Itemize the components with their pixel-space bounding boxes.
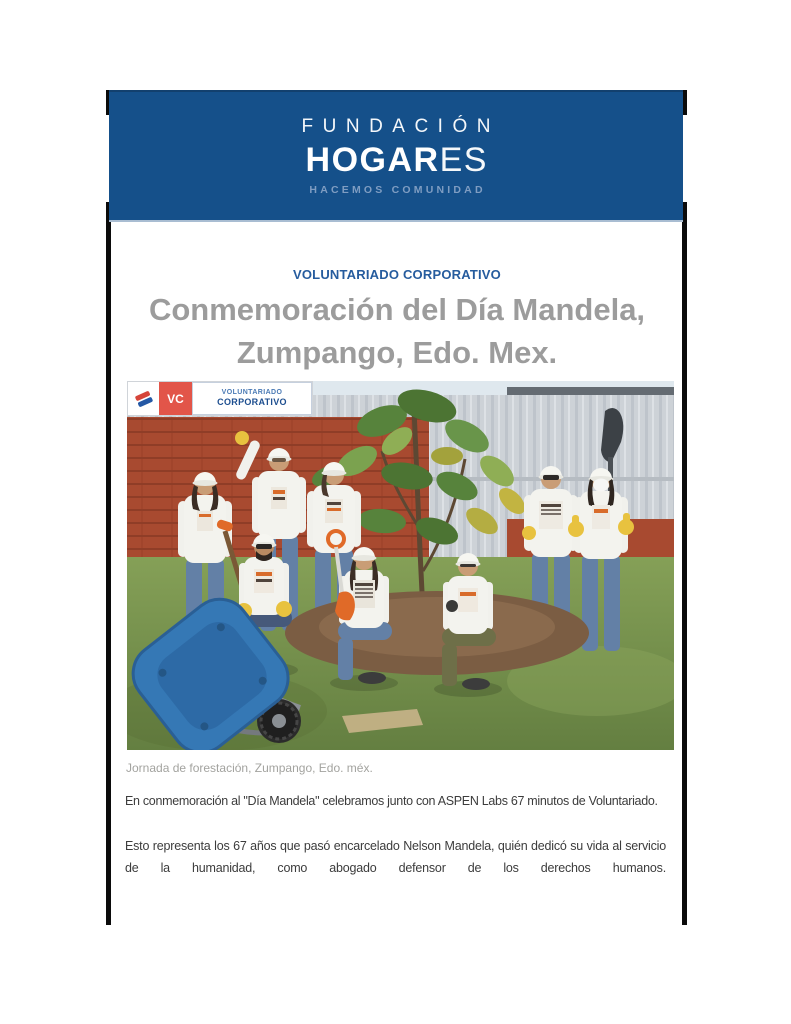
header-banner	[109, 90, 683, 222]
badge-line-2: CORPORATIVO	[217, 397, 287, 408]
body-paragraph-1: En conmemoración al "Día Mandela" celebramos junto con ASPEN Labs 67 minutos de Voluntariado.	[125, 794, 658, 808]
badge-line-1: VOLUNTARIADO	[221, 389, 283, 397]
brand-es-light: ES	[439, 141, 488, 179]
brand-fundacion: FUNDACIÓN	[301, 116, 500, 137]
volunteers-photo-illustration	[127, 381, 674, 750]
dirt-mound	[285, 591, 589, 675]
brand-hogares	[304, 143, 488, 177]
body-paragraph-2: Esto representa los 67 años que pasó encarcelado Nelson Mandela, quién dedicó su vida al servicio de la humanidad, como abogado defensor de los derechos humanos.	[125, 839, 666, 875]
vc-badge-strip	[127, 381, 313, 416]
title-line-1: Conmemoración del Día Mandela,	[148, 292, 646, 327]
section-kicker: VOLUNTARIADO CORPORATIVO	[293, 267, 501, 282]
article-title	[111, 288, 683, 374]
brand-hogar-bold: HOGAR	[305, 141, 440, 179]
article-photo	[127, 381, 674, 750]
photo-caption: Jornada de forestación, Zumpango, Edo. méx.	[126, 761, 373, 775]
vc-badge: VC	[159, 382, 192, 415]
hogares-emblem-icon	[128, 382, 159, 415]
brand-tagline: HACEMOS COMUNIDAD	[309, 184, 486, 196]
vc-badge-title	[192, 382, 312, 415]
title-line-2: Zumpango, Edo. Mex.	[236, 335, 558, 370]
